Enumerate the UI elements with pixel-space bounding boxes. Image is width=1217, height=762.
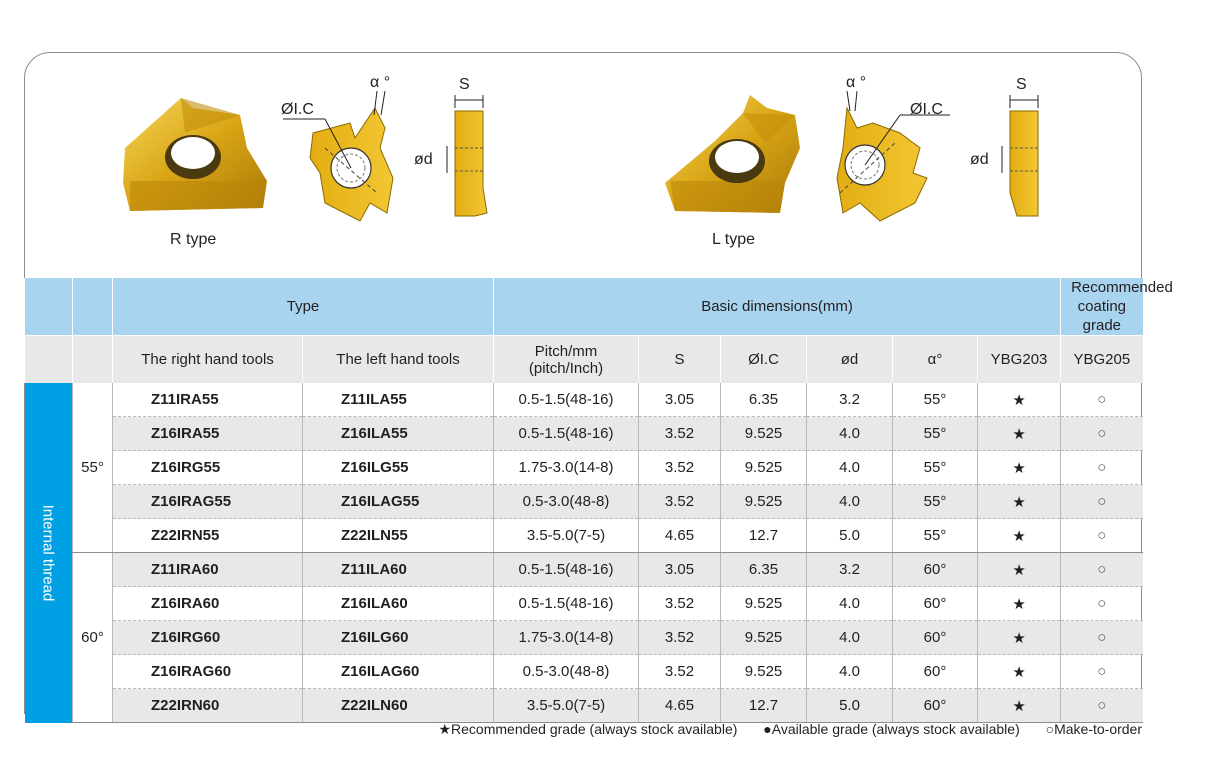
header-blank (25, 336, 73, 384)
pitch-value: 0.5-1.5(48-16) (494, 553, 639, 587)
l-alpha-label: α ° (846, 74, 867, 91)
left-hand-code: Z22ILN60 (303, 689, 494, 723)
r-d-label: ød (414, 151, 433, 168)
s-value: 3.52 (639, 587, 721, 621)
right-hand-code: Z16IRG55 (113, 451, 303, 485)
pitch-value: 0.5-3.0(48-8) (494, 485, 639, 519)
legend-available: ●Available grade (always stock available) (763, 721, 1020, 737)
table-row (25, 621, 1143, 655)
l-ic-label: ØI.C (910, 101, 943, 118)
table-row (25, 417, 1143, 451)
alpha-value: 55° (893, 417, 978, 451)
s-value: 3.05 (639, 553, 721, 587)
ic-value: 6.35 (721, 383, 807, 417)
legend-recommended: ★Recommended grade (always stock available) (438, 721, 738, 737)
ybg205-header: YBG205 (1061, 336, 1143, 384)
internal-thread-label-cell (25, 383, 73, 723)
d-value: 4.0 (807, 417, 893, 451)
left-hand-code: Z16ILA55 (303, 417, 494, 451)
pitch-header (494, 336, 639, 384)
r-alpha-label: α ° (370, 74, 391, 91)
ybg203-grade: ★ (978, 451, 1061, 485)
alpha-value: 60° (893, 553, 978, 587)
alpha-value: 55° (893, 519, 978, 553)
ic-header: ØI.C (721, 336, 807, 384)
pitch-value: 3.5-5.0(7-5) (494, 519, 639, 553)
s-value: 3.52 (639, 655, 721, 689)
pitch-value: 0.5-1.5(48-16) (494, 417, 639, 451)
l-d-label: ød (970, 151, 989, 168)
ybg205-grade: ○ (1061, 519, 1143, 553)
ic-value: 9.525 (721, 417, 807, 451)
r-type-caption: R type (170, 231, 217, 248)
ybg205-grade: ○ (1061, 621, 1143, 655)
right-hand-code: Z16IRA55 (113, 417, 303, 451)
s-value: 4.65 (639, 689, 721, 723)
right-hand-code: Z22IRN55 (113, 519, 303, 553)
left-hand-code: Z16ILA60 (303, 587, 494, 621)
pitch-header-line2: (pitch/Inch) (528, 359, 604, 377)
table-row (25, 689, 1143, 723)
thread-angle-group: 60° (73, 553, 113, 723)
basic-dimensions-header: Basic dimensions(mm) (494, 278, 1061, 336)
ybg203-grade: ★ (978, 519, 1061, 553)
right-hand-code: Z16IRAG60 (113, 655, 303, 689)
ybg203-grade: ★ (978, 383, 1061, 417)
ic-value: 12.7 (721, 689, 807, 723)
ybg203-grade: ★ (978, 485, 1061, 519)
ybg203-grade: ★ (978, 689, 1061, 723)
right-hand-code: Z11IRA60 (113, 553, 303, 587)
r-insert-3d-image (123, 98, 267, 211)
pitch-value: 0.5-1.5(48-16) (494, 383, 639, 417)
header-blank (73, 278, 113, 336)
type-header: Type (113, 278, 494, 336)
ybg203-grade: ★ (978, 553, 1061, 587)
s-header: S (639, 336, 721, 384)
ic-value: 9.525 (721, 587, 807, 621)
pitch-header-line1: Pitch/mm (534, 342, 598, 360)
legend (416, 721, 1142, 738)
d-value: 3.2 (807, 383, 893, 417)
s-value: 3.05 (639, 383, 721, 417)
ic-value: 9.525 (721, 451, 807, 485)
right-hand-header: The right hand tools (113, 336, 303, 384)
left-hand-header: The left hand tools (303, 336, 494, 384)
r-ic-label: ØI.C (281, 101, 314, 118)
alpha-value: 60° (893, 621, 978, 655)
legend-make-to-order: ○Make-to-order (1045, 721, 1142, 737)
right-hand-code: Z22IRN60 (113, 689, 303, 723)
r-s-label: S (459, 76, 470, 93)
left-hand-code: Z11ILA60 (303, 553, 494, 587)
d-value: 3.2 (807, 553, 893, 587)
pitch-value: 1.75-3.0(14-8) (494, 621, 639, 655)
ic-value: 9.525 (721, 655, 807, 689)
left-hand-code: Z11ILA55 (303, 383, 494, 417)
alpha-value: 55° (893, 485, 978, 519)
s-value: 3.52 (639, 417, 721, 451)
ybg205-grade: ○ (1061, 417, 1143, 451)
right-hand-code: Z16IRG60 (113, 621, 303, 655)
ybg203-grade: ★ (978, 655, 1061, 689)
table-row (25, 553, 1143, 587)
right-hand-code: Z16IRAG55 (113, 485, 303, 519)
alpha-value: 60° (893, 587, 978, 621)
ybg205-grade: ○ (1061, 383, 1143, 417)
d-value: 4.0 (807, 655, 893, 689)
left-hand-code: Z22ILN55 (303, 519, 494, 553)
d-value: 4.0 (807, 485, 893, 519)
header-row-2 (25, 336, 1143, 384)
table-row (25, 451, 1143, 485)
ybg205-grade: ○ (1061, 587, 1143, 621)
left-hand-code: Z16ILG60 (303, 621, 494, 655)
pitch-value: 0.5-3.0(48-8) (494, 655, 639, 689)
ybg205-grade: ○ (1061, 553, 1143, 587)
s-value: 3.52 (639, 621, 721, 655)
right-hand-code: Z11IRA55 (113, 383, 303, 417)
alpha-value: 55° (893, 451, 978, 485)
left-hand-code: Z16ILG55 (303, 451, 494, 485)
l-type-caption: L type (712, 231, 755, 248)
alpha-value: 60° (893, 689, 978, 723)
header-blank (73, 336, 113, 384)
pitch-value: 0.5-1.5(48-16) (494, 587, 639, 621)
ybg203-header: YBG203 (978, 336, 1061, 384)
table-row (25, 655, 1143, 689)
d-value: 5.0 (807, 519, 893, 553)
l-insert-3d-image (665, 95, 800, 213)
header-blank (25, 278, 73, 336)
right-hand-code: Z16IRA60 (113, 587, 303, 621)
d-value: 5.0 (807, 689, 893, 723)
thread-angle-group: 55° (73, 383, 113, 553)
ybg205-grade: ○ (1061, 485, 1143, 519)
d-value: 4.0 (807, 451, 893, 485)
ybg203-grade: ★ (978, 417, 1061, 451)
recommended-grade-header: Recommended coating grade (1061, 278, 1143, 336)
table-row (25, 519, 1143, 553)
d-value: 4.0 (807, 587, 893, 621)
r-insert-side-view (447, 95, 487, 216)
ic-value: 6.35 (721, 553, 807, 587)
table-row (25, 383, 1143, 417)
d-value: 4.0 (807, 621, 893, 655)
alpha-value: 60° (893, 655, 978, 689)
internal-thread-label: Internal thread (39, 504, 57, 602)
s-value: 4.65 (639, 519, 721, 553)
table-row (25, 587, 1143, 621)
l-s-label: S (1016, 76, 1027, 93)
alpha-header: α° (893, 336, 978, 384)
left-hand-code: Z16ILAG60 (303, 655, 494, 689)
ybg203-grade: ★ (978, 587, 1061, 621)
ybg205-grade: ○ (1061, 689, 1143, 723)
ic-value: 12.7 (721, 519, 807, 553)
pitch-value: 3.5-5.0(7-5) (494, 689, 639, 723)
s-value: 3.52 (639, 485, 721, 519)
spec-table (24, 278, 1173, 723)
header-row-1 (25, 278, 1143, 336)
table-row (25, 485, 1143, 519)
left-hand-code: Z16ILAG55 (303, 485, 494, 519)
s-value: 3.52 (639, 451, 721, 485)
d-header: ød (807, 336, 893, 384)
l-insert-side-view (1002, 95, 1038, 216)
ybg205-grade: ○ (1061, 655, 1143, 689)
ybg205-grade: ○ (1061, 451, 1143, 485)
ybg203-grade: ★ (978, 621, 1061, 655)
pitch-value: 1.75-3.0(14-8) (494, 451, 639, 485)
alpha-value: 55° (893, 383, 978, 417)
ic-value: 9.525 (721, 485, 807, 519)
ic-value: 9.525 (721, 621, 807, 655)
